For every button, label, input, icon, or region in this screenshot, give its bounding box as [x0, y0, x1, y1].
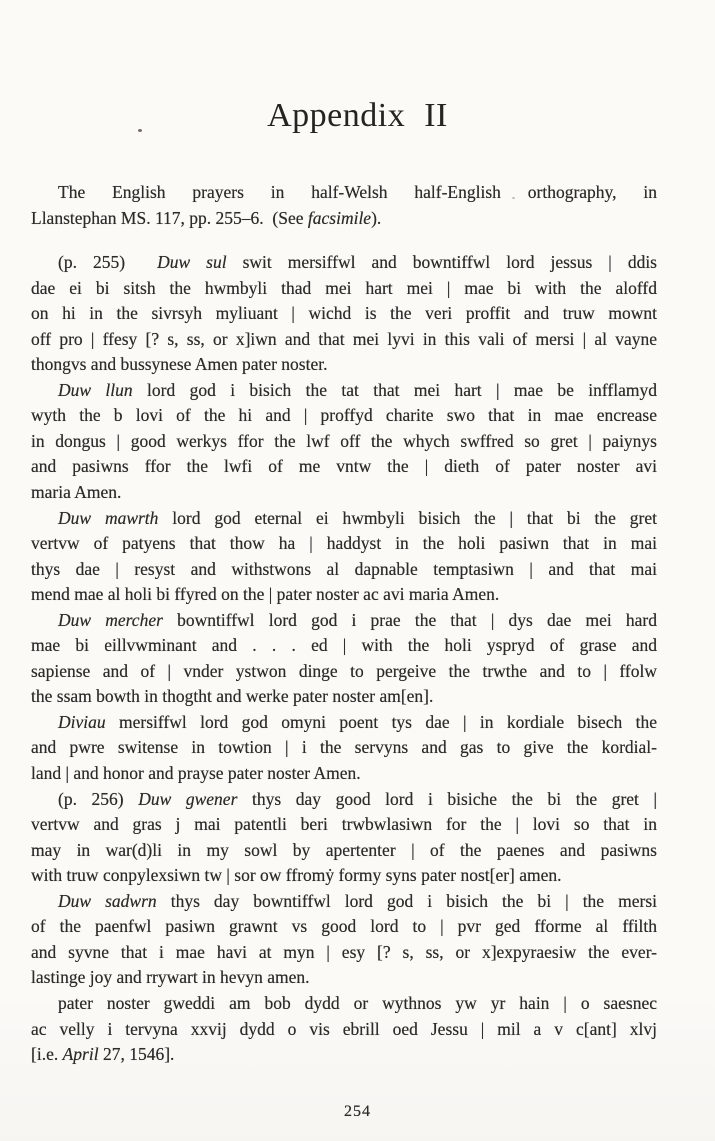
text-line: (p. 256) Duw gwener thys day good lord i bisiche the bi the gret |	[58, 788, 657, 809]
paragraph	[31, 378, 657, 506]
text-line: of the paenfwl pasiwn grawnt vs good lord to | pvr ged fforme al ffilth	[31, 916, 657, 937]
text-line: Duw mercher bowntiffwl lord god i prae the that | dys dae mei hard	[58, 609, 657, 630]
text-line: vertvw of patyens that thow ha | haddyst in the holi pasiwn that in mai	[31, 533, 657, 554]
prayer-paragraphs	[31, 250, 657, 1068]
paragraph	[31, 710, 657, 787]
text-line: mend mae al holi bi ffyred on the | pater noster ac avi maria Amen.	[31, 584, 500, 605]
text-line: wyth the b lovi of the hi and | proffyd charite swo that in mae encrease	[31, 405, 657, 426]
text-line: ac velly i tervyna xxvij dydd o vis ebrill oed Jessu | mil a v c[ant] xlvj	[31, 1018, 657, 1039]
italic-text: Duw sadwrn	[58, 890, 157, 911]
page-number: 254	[344, 1103, 371, 1120]
text-line: and pwre switense in towtion | i the servyns and gas to give the kordial-	[31, 737, 657, 758]
paragraph	[31, 250, 657, 378]
text-line: on hi in the sivrsyh myliuant | wichd is the veri proffit and truw mownt	[31, 303, 657, 324]
text-line: thongvs and bussynese Amen pater noster.	[31, 354, 328, 375]
paragraph	[31, 506, 657, 608]
text-line: and syvne that i mae havi at myn | esy [? s, ss, or x]expyraesiw the ever-	[31, 941, 657, 962]
italic-text: Duw gwener	[138, 788, 238, 809]
page-title: Appendix II	[267, 97, 448, 134]
intro-paragraph	[31, 180, 657, 231]
paragraph	[31, 787, 657, 889]
text-line: Duw llun lord god i bisich the tat that mei hart | mae be infflamyd	[58, 379, 657, 400]
text-line: Duw sadwrn thys day bowntiffwl lord god i bisich the bi | the mersi	[58, 890, 657, 911]
text-line: thys dae | resyst and withstwons al dapnable temptasiwn | and that mai	[31, 558, 657, 579]
italic-text: Duw sul	[157, 252, 227, 273]
text-line: in dongus | good werkys ffor the lwf off the whych swffred so gret | paiynys	[31, 430, 657, 451]
text-line: and pasiwns ffor the lwfi of me vntw the | dieth of pater noster avi	[31, 456, 657, 477]
text-line: land | and honor and prayse pater noster Amen.	[31, 763, 361, 784]
paragraph	[31, 889, 657, 991]
text-line: vertvw and gras j mai patentli beri trwbwlasiwn for the | lovi so that in	[31, 814, 657, 835]
text-line: Duw mawrth lord god eternal ei hwmbyli bisich the | that bi the gret	[58, 507, 657, 528]
italic-text: Diviau	[58, 711, 106, 732]
text-line: may in war(d)li in my sowl by apertenter | of the paenes and pasiwns	[31, 839, 657, 860]
text-block	[31, 180, 657, 1068]
text-line: dae ei bi sitsh the hwmbyli thad mei hart mei | mae bi with the aloffd	[31, 277, 657, 298]
paragraph	[31, 608, 657, 710]
text-line: Diviau mersiffwl lord god omyni poent tys dae | in kordiale bisech the	[58, 711, 657, 732]
text-line: [i.e. April 27, 1546].	[31, 1044, 175, 1065]
text-line: off pro | ffesy [? s, ss, or x]iwn and that mei lyvi in this vali of mersi | al vayne	[31, 328, 657, 349]
text-line: Llanstephan MS. 117, pp. 255–6. (See facsimile).	[31, 207, 382, 228]
text-line: mae bi eillvwminant and . . . ed | with the holi yspryd of grase and	[31, 635, 657, 656]
text-line: lastinge joy and rrywart in hevyn amen.	[31, 967, 310, 988]
italic-text: Duw llun	[58, 379, 133, 400]
text-line: pater noster gweddi am bob dydd or wythnos yw yr hain | o saesnec	[58, 992, 657, 1013]
text-line: (p. 255) Duw sul swit mersiffwl and bowntiffwl lord jessus | ddis	[58, 252, 657, 273]
italic-text: April	[62, 1044, 99, 1065]
italic-text: facsimile	[307, 207, 372, 228]
text-line: maria Amen.	[31, 482, 122, 503]
text-line: The English prayers in half-Welsh half-English orthography, in	[58, 182, 657, 202]
text-line: the ssam bowth in thogtht and werke pater noster am[en].	[31, 686, 434, 707]
italic-text: Duw mercher	[58, 609, 163, 630]
italic-text: Duw mawrth	[58, 507, 159, 528]
text-line: sapiense and of | vnder ystwon dinge to pergeive the trwthe and to | ffolw	[31, 660, 657, 681]
paragraph	[31, 991, 657, 1068]
text-line: with truw conpylexsiwn tw | sor ow ffromẏ formy syns pater nost[er] amen.	[31, 865, 562, 886]
